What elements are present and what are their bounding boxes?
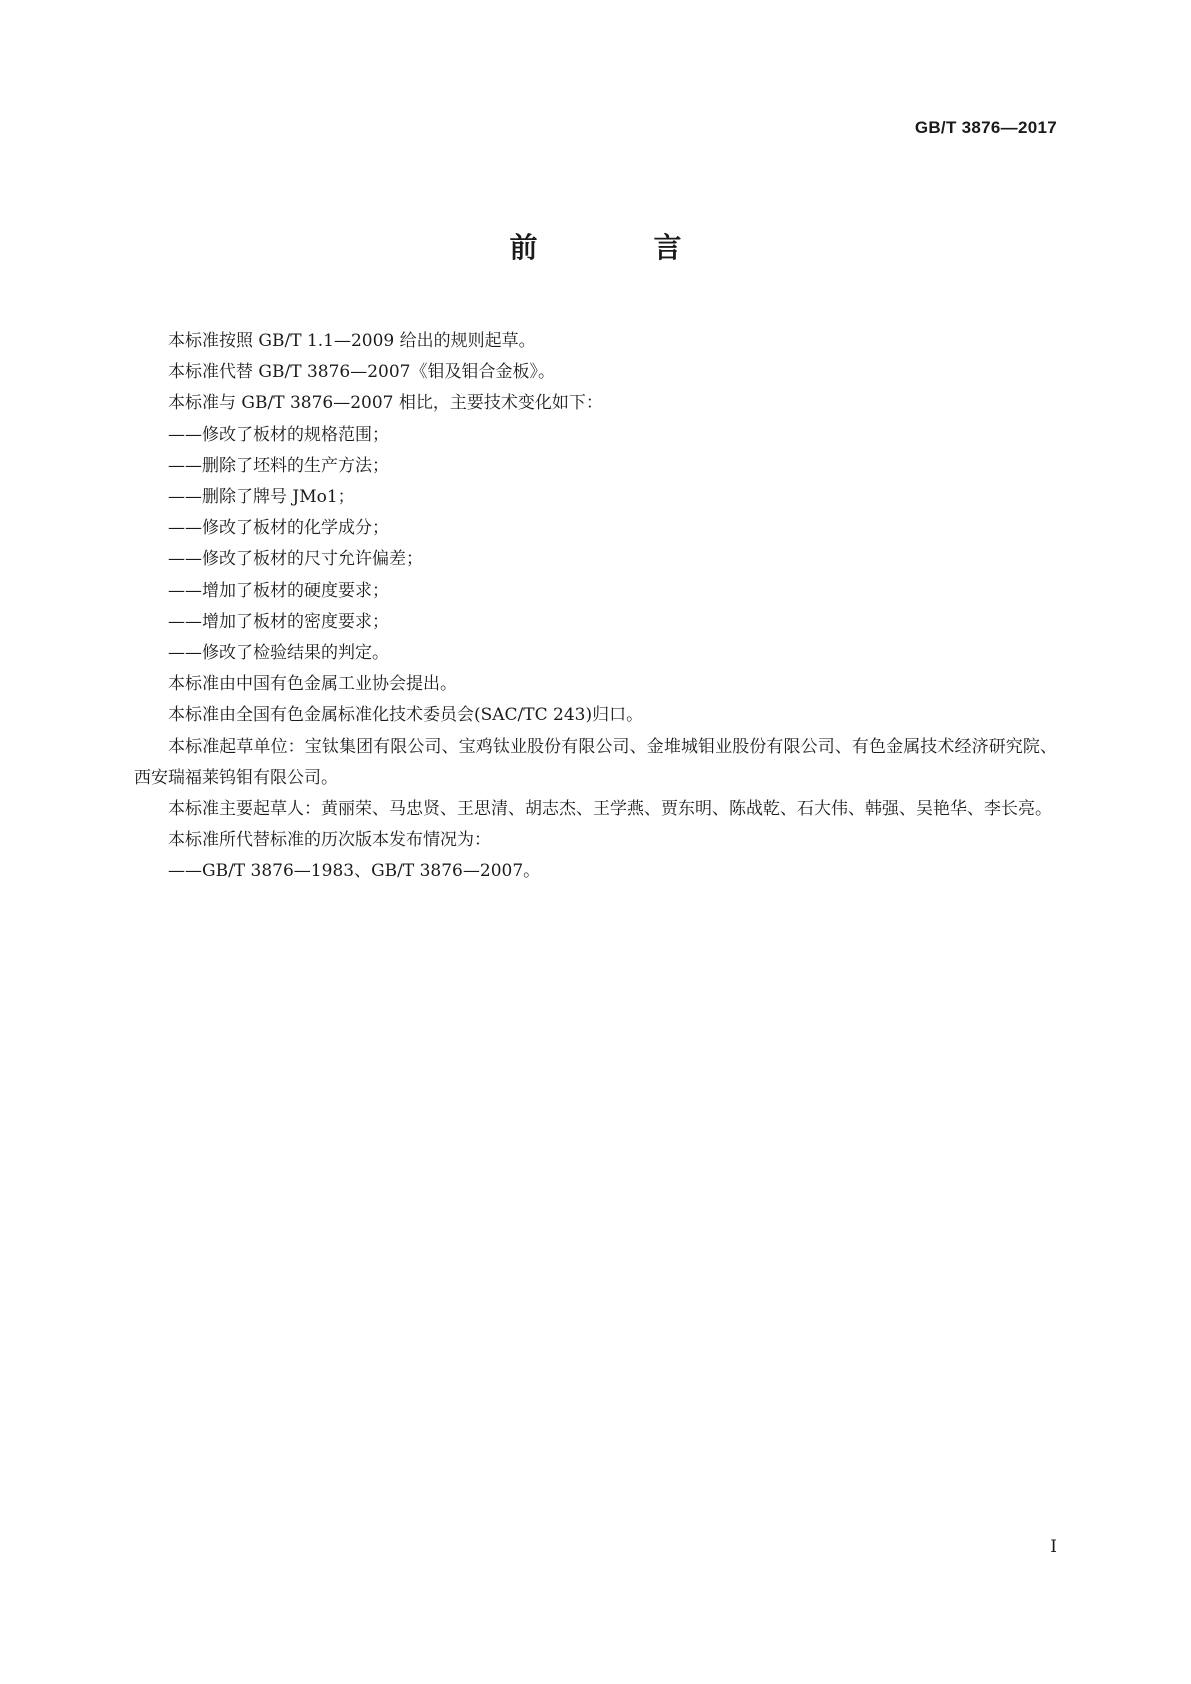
list-item: ——修改了板材的化学成分； <box>168 518 389 539</box>
paragraph-history-intro: 本标准所代替标准的历次版本发布情况为： <box>168 830 491 851</box>
changes-list <box>134 420 1057 670</box>
paragraph-drafters: 本标准主要起草人：黄丽荣、马忠贤、王思清、胡志杰、王学燕、贾东明、陈战乾、石大伟、韩强、吴艳华、李长亮。 <box>168 799 1052 820</box>
list-item: ——修改了板材的规格范围； <box>168 424 389 445</box>
standard-code: GB/T 3876—2017 <box>914 118 1057 137</box>
paragraph-proposed-by: 本标准由中国有色金属工业协会提出。 <box>168 674 457 695</box>
list-item: ——修改了检验结果的判定。 <box>168 643 389 664</box>
list-item: ——增加了板材的硬度要求； <box>168 580 389 601</box>
list-item: ——修改了板材的尺寸允许偏差； <box>168 549 423 570</box>
paragraph-administered-by: 本标准由全国有色金属标准化技术委员会(SAC/TC 243)归口。 <box>168 705 644 726</box>
page-number: I <box>1050 1537 1057 1557</box>
list-item: ——GB/T 3876—1983、GB/T 3876—2007。 <box>168 861 541 882</box>
document-body <box>134 326 1057 888</box>
paragraph-drafting-rules: 本标准按照 GB/T 1.1—2009 给出的规则起草。 <box>168 331 536 351</box>
list-item: ——删除了坯料的生产方法； <box>168 455 389 476</box>
list-item: ——增加了板材的密度要求； <box>168 611 389 632</box>
paragraph-replaces: 本标准代替 GB/T 3876—2007《钼及钼合金板》。 <box>168 362 555 383</box>
page-title: 前 言 <box>509 231 726 264</box>
paragraph-changes-intro: 本标准与 GB/T 3876—2007 相比，主要技术变化如下： <box>168 393 603 414</box>
history-list <box>134 856 1057 887</box>
paragraph-drafting-units: 本标准起草单位：宝钛集团有限公司、宝鸡钛业股份有限公司、金堆城钼业股份有限公司、有色金属技术经济研究院、西安瑞福莱钨钼有限公司。 <box>134 736 1057 788</box>
list-item: ——删除了牌号 JMo1； <box>168 487 355 508</box>
